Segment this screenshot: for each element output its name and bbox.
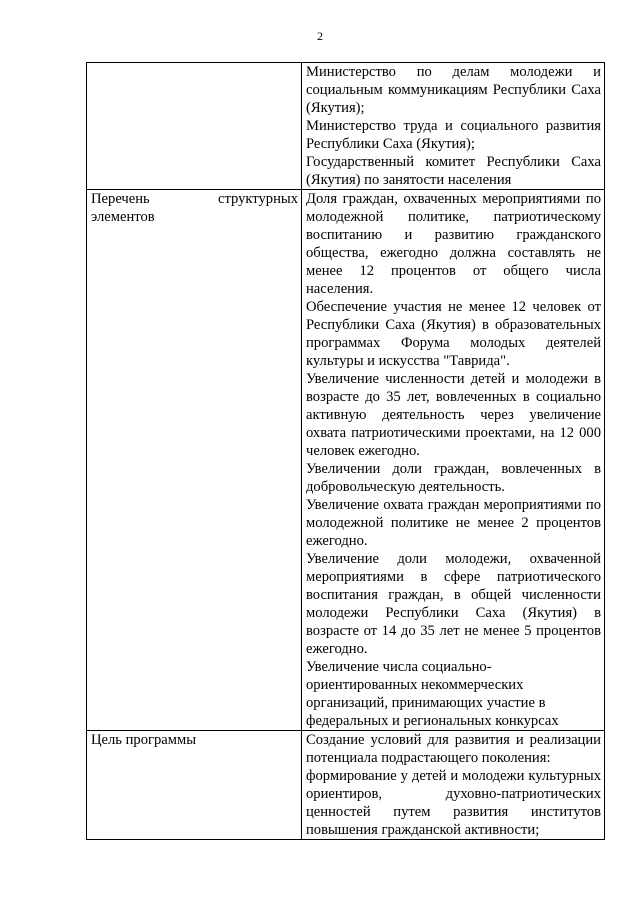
element-paragraph: Увеличение охвата граждан мероприятиями по молодежной политике не менее 2 процентов ежегодно. (306, 497, 601, 549)
element-paragraph: Увеличение доли молодежи, охваченной мероприятиями в сфере патриотического воспитания граждан, в общей численности молодежи Республики Саха (Якутия) в возрасте от 14 до 35 лет не менее 5 процентов ежегодно. (306, 551, 601, 657)
responsible-committee-employment: Государственный комитет Республики Саха (Якутия) по занятости населения (306, 154, 601, 188)
responsible-ministry-youth: Министерство по делам молодежи и социальным коммуникациям Республики Саха (Якутия); (306, 64, 601, 116)
table-row-structural-elements (87, 190, 605, 731)
row-content-program-goal (302, 731, 605, 840)
program-passport-table (86, 62, 605, 840)
element-paragraph: Увеличение численности детей и молодежи в возрасте до 35 лет, вовлеченных в социально активную деятельность через увеличение охвата патриотическими проектами, на 12 000 человек ежегодно. (306, 371, 601, 459)
element-paragraph: Доля граждан, охваченных мероприятиями по молодежной политике, патриотическому воспитанию и развитию гражданского общества, ежегодно должна составлять не менее 12 процентов от общего числа населения. (306, 191, 601, 297)
element-paragraph: Увеличении доли граждан, вовлеченных в добровольческую деятельность. (306, 461, 601, 495)
page-number: 2 (317, 29, 323, 43)
table-row-responsible (87, 63, 605, 190)
responsible-ministry-labor: Министерство труда и социального развития Республики Саха (Якутия); (306, 118, 601, 152)
goal-paragraph: Создание условий для развития и реализации потенциала подрастающего поколения: (306, 732, 601, 766)
element-paragraph: Обеспечение участия не менее 12 человек от Республики Саха (Якутия) в образовательных программах Форума молодых деятелей культуры и искусства "Таврида". (306, 299, 601, 369)
element-paragraph: Увеличение числа социально-ориентированных некоммерческих организаций, принимающих участие в федеральных и региональных конкурсах (306, 659, 559, 729)
goal-paragraph: формирование у детей и молодежи культурных ориентиров, духовно-патриотических ценностей путем развития институтов повышения гражданской активности; (306, 768, 601, 838)
row-content-responsible (302, 63, 605, 190)
row-label-structural-elements: Перечень структурных элементов (87, 190, 302, 731)
table-row-program-goal (87, 731, 605, 840)
row-content-structural-elements (302, 190, 605, 731)
row-label-program-goal: Цель программы (87, 731, 302, 840)
row-label-empty (87, 63, 302, 190)
